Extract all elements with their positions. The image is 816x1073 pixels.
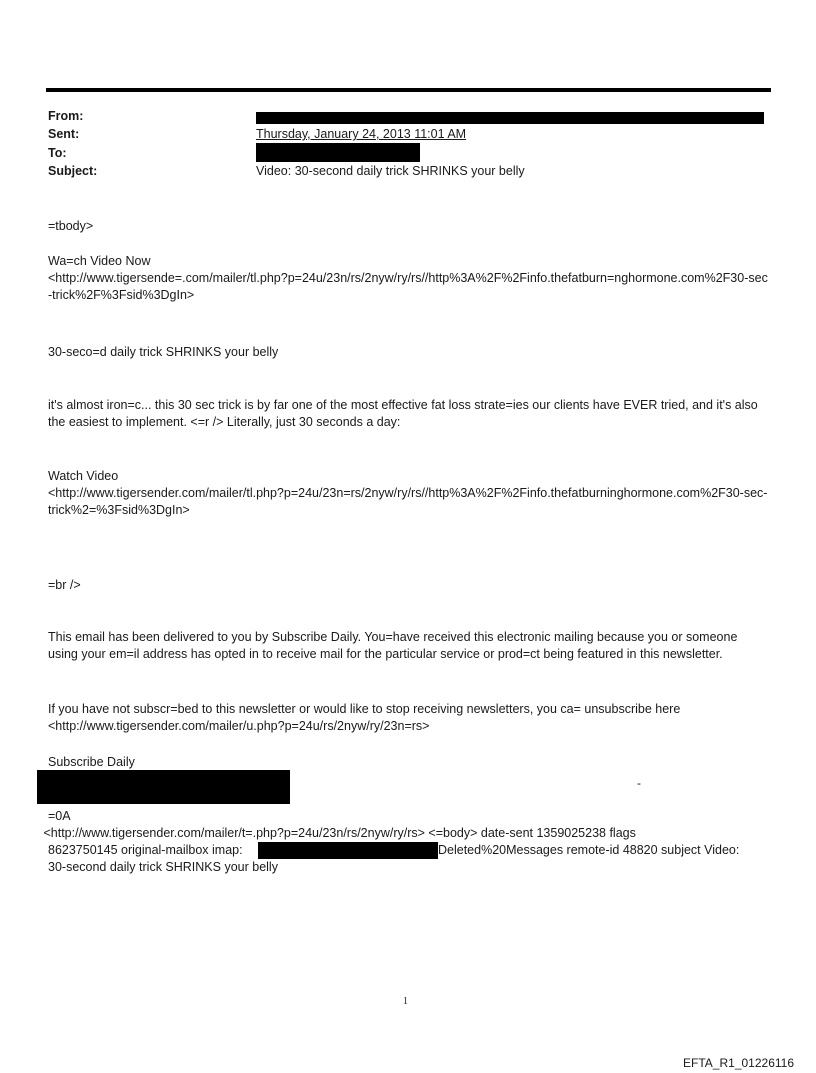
trail-line-1: <http://www.tigersender.com/mailer/t=.php?p=24u/23n/rs/2nyw/ry/rs> <=body> date-sent 1359025238 flags: [40, 826, 636, 840]
signature: Subscribe Daily: [48, 755, 135, 769]
watch-now-url: <http://www.tigersende=.com/mailer/tl.php?p=24u/23n/rs/2nyw/ry/rs//http%3A%2F%2Finfo.thefatburn=nghormone.com%2F30-sec-trick%2F%3Fsid%3DgIn>: [48, 271, 768, 302]
signature-redaction: [37, 770, 290, 804]
watch-video-url: <http://www.tigersender.com/mailer/tl.php?p=24u/23n=rs/2nyw/ry/rs//http%3A%2F%2Finfo.thefatburninghormone.com%2F30-sec-trick%2=%3Fsid%3DgIn>: [48, 486, 768, 517]
trail-line-3: 30-second daily trick SHRINKS your belly: [48, 860, 278, 874]
trail-line-2b: Deleted%20Messages remote-id 48820 subject Video:: [438, 843, 740, 857]
tbody-text: =tbody>: [48, 219, 94, 233]
disclaimer-paragraph: This email has been delivered to you by Subscribe Daily. You=have received this electronic mailing because you or someone using your em=il address has opted in to receive mail for the particular service or prod=ct being featured in this newsletter.: [48, 630, 741, 661]
to-redaction: [256, 143, 420, 162]
dash-mark: -: [637, 776, 641, 790]
br-text: =br />: [48, 578, 81, 592]
unsubscribe-url: <http://www.tigersender.com/mailer/u.php?p=24u/rs/2nyw/ry/23n=rs>: [48, 719, 430, 733]
subject-value: Video: 30-second daily trick SHRINKS your belly: [256, 164, 525, 178]
trail-line-2a: 8623750145 original-mailbox imap:: [48, 843, 243, 857]
from-redaction: [256, 112, 764, 124]
oa-text: =0A: [48, 809, 71, 823]
sent-label: Sent:: [48, 127, 80, 141]
document-id: EFTA_R1_01226116: [683, 1056, 794, 1070]
mailbox-redaction: [258, 842, 438, 859]
from-label: From:: [48, 109, 84, 123]
sent-value: Thursday, January 24, 2013 11:01 AM: [256, 127, 467, 141]
page-number: 1: [403, 996, 408, 1007]
watch-video-label: Watch Video: [48, 469, 119, 483]
to-label: To:: [48, 146, 67, 160]
watch-now-label: Wa=ch Video Now: [48, 254, 151, 268]
unsubscribe-text: If you have not subscr=bed to this newsletter or would like to stop receiving newsletters, you ca= unsubscribe here: [48, 702, 681, 716]
intro-paragraph: it's almost iron=c... this 30 sec trick is by far one of the most effective fat loss strate=ies our clients have EVER tried, and it's also the easiest to implement. <=r /> Literally, just 30 seconds a day:: [48, 398, 762, 429]
subject-label: Subject:: [48, 164, 98, 178]
header-rule: [46, 88, 771, 92]
headline: 30-seco=d daily trick SHRINKS your belly: [48, 345, 279, 359]
